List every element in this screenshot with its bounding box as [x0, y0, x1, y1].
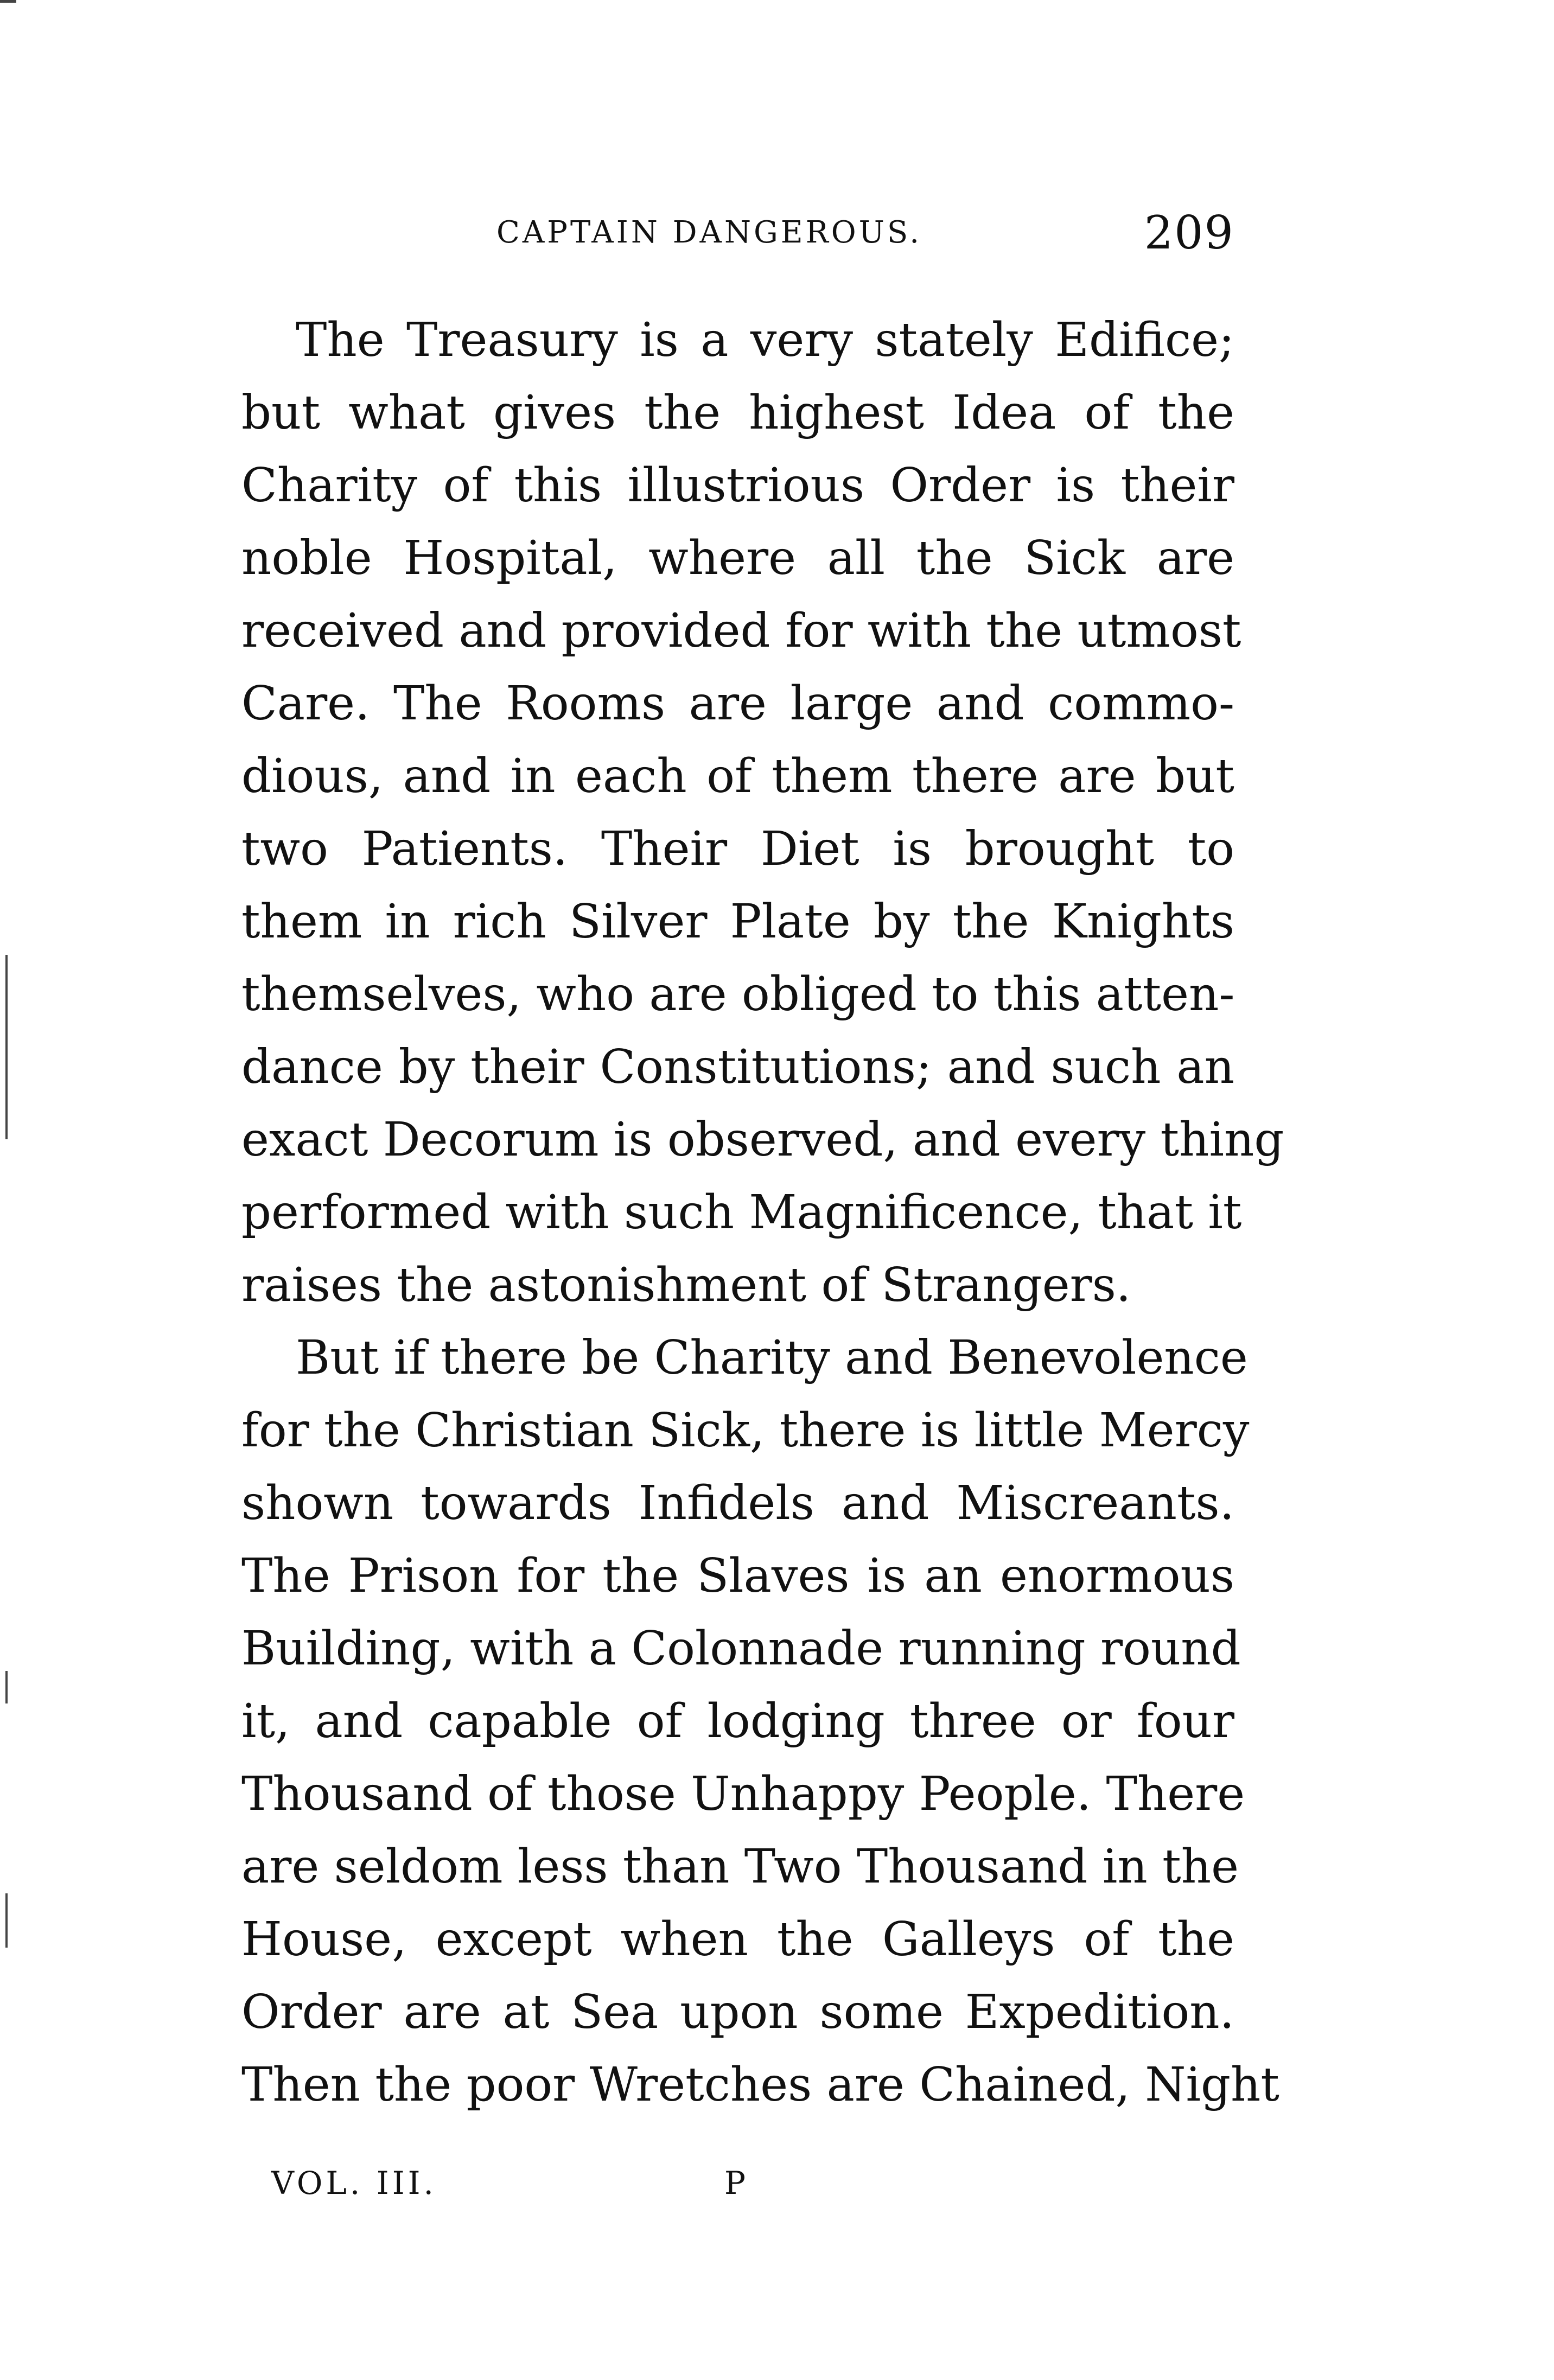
text-line: dious, and in each of them there are but	[241, 749, 1234, 803]
text-line: them in rich Silver Plate by the Knights	[241, 895, 1234, 949]
text-line: shown towards Infidels and Miscreants.	[241, 1476, 1234, 1530]
text-line: Building, with a Colonnade running round	[241, 1622, 1241, 1676]
scan-mark	[0, 0, 16, 3]
text-line: Charity of this illustrious Order is their	[241, 458, 1234, 513]
text-line: it, and capable of lodging three or four	[241, 1694, 1234, 1749]
running-title: CAPTAIN DANGEROUS.	[496, 215, 922, 250]
text-line: Then the poor Wretches are Chained, Night	[241, 2058, 1279, 2112]
text-line: noble Hospital, where all the Sick are	[241, 531, 1234, 585]
text-line: The Prison for the Slaves is an enormous	[241, 1549, 1234, 1603]
text-line: Order are at Sea upon some Expedition.	[241, 1985, 1234, 2039]
text-line: for the Christian Sick, there is little Mercy	[241, 1403, 1250, 1458]
page-number: 209	[1144, 206, 1234, 259]
volume-signature: VOL. III.	[271, 2165, 437, 2202]
text-line: House, except when the Galleys of the	[241, 1912, 1234, 1967]
text-line: themselves, who are obliged to this atten-	[241, 967, 1235, 1022]
text-line: are seldom less than Two Thousand in the	[241, 1840, 1239, 1894]
text-line: The Treasury is a very stately Edifice;	[296, 313, 1234, 367]
text-line: exact Decorum is observed, and every thing	[241, 1113, 1284, 1167]
text-line: But if there be Charity and Benevolence	[296, 1331, 1248, 1385]
text-line: Care. The Rooms are large and commo-	[241, 677, 1234, 731]
text-line: two Patients. Their Diet is brought to	[241, 822, 1234, 876]
text-line: but what gives the highest Idea of the	[241, 386, 1234, 440]
gathering-signature: P	[724, 2165, 746, 2202]
text-line: dance by their Constitutions; and such an	[241, 1040, 1234, 1094]
text-line: raises the astonishment of Strangers.	[241, 1258, 1131, 1312]
body-text	[241, 304, 1284, 2121]
text-line: Thousand of those Unhappy People. There	[241, 1767, 1245, 1821]
scan-mark	[5, 1671, 8, 1703]
text-line: received and provided for with the utmost	[241, 604, 1241, 658]
running-head	[241, 206, 1234, 259]
page-footer	[241, 2165, 1234, 2213]
scan-mark	[5, 955, 8, 1139]
text-line: performed with such Magnificence, that it	[241, 1185, 1242, 1240]
scan-mark	[5, 1893, 8, 1948]
